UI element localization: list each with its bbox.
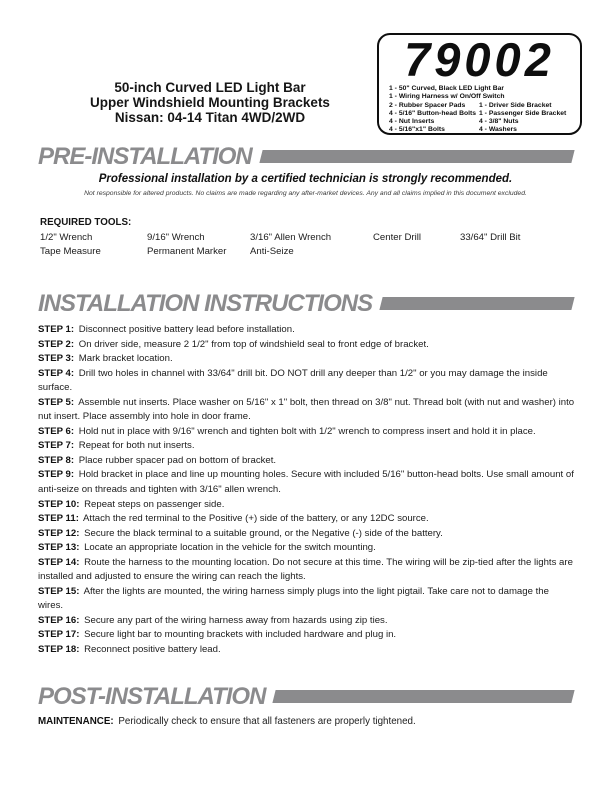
- step-label: STEP 3:: [38, 353, 75, 365]
- contents-row: [389, 85, 571, 93]
- contents-row: [389, 102, 571, 110]
- contents-row: [389, 93, 571, 101]
- step-label: STEP 13:: [38, 542, 80, 554]
- contents-item: 1 - 50" Curved, Black LED Light Bar: [389, 85, 505, 92]
- step-text: Assemble nut inserts. Place washer on 5/16" x 1" bolt, then thread on 3/8" nut. Thread bolt (with nut and washer) into nut insert. Place assembly into hole in door frame.: [38, 396, 575, 423]
- step-label: STEP 4:: [38, 367, 75, 379]
- post-installation-title: POST-INSTALLATION: [38, 683, 266, 710]
- step-label: STEP 16:: [38, 614, 80, 626]
- step-text: Reconnect positive battery lead.: [84, 644, 221, 656]
- disclaimer-text: Not responsible for altered products. No claims are made regarding any after-market devices. Any and all claims implied in this document excluded.: [84, 190, 527, 197]
- step-label: STEP 12:: [38, 527, 80, 539]
- installation-steps: [38, 323, 575, 658]
- step-text: Mark bracket location.: [78, 353, 173, 365]
- product-title-line-3: Nissan: 04-14 Titan 4WD/2WD: [114, 109, 306, 125]
- step-4: [38, 367, 575, 396]
- step-16: [38, 614, 575, 629]
- step-text: Secure light bar to mounting brackets with included hardware and plug in.: [84, 629, 397, 641]
- tool-item: Center Drill: [373, 232, 421, 243]
- step-label: STEP 10:: [38, 498, 80, 510]
- step-1: [38, 323, 575, 338]
- contents-item: 1 - Wiring Harness w/ On/Off Switch: [389, 93, 505, 101]
- contents-item: 4 - 5/16"x1" Bolts: [389, 126, 445, 134]
- box-contents-list: [379, 84, 580, 135]
- step-label: STEP 1:: [38, 324, 75, 335]
- post-installation-header: [38, 683, 573, 710]
- tool-item: Permanent Marker: [147, 246, 227, 258]
- step-11: [38, 512, 575, 527]
- step-15: [38, 585, 575, 614]
- tool-item: Tape Measure: [40, 246, 101, 258]
- step-text: Repeat for both nut inserts.: [78, 440, 195, 452]
- step-text: Secure any part of the wiring harness away from hazards using zip ties.: [84, 614, 388, 626]
- step-text: Hold bracket in place and line up mounting holes. Secure with included 5/16" button-head bolts. Use small amount of anti-seize on threads and tighten with 3/16" allen wrench.: [38, 469, 574, 496]
- step-label: STEP 14:: [38, 556, 80, 568]
- step-label: STEP 17:: [38, 629, 80, 641]
- step-text: Disconnect positive battery lead before installation.: [78, 324, 295, 335]
- step-text: Secure the black terminal to a suitable ground, or the Negative (-) side of the battery.: [84, 527, 443, 539]
- step-label: STEP 8:: [38, 454, 75, 466]
- header-bar: [259, 150, 574, 163]
- product-title: [50, 81, 370, 125]
- step-2: [38, 338, 575, 353]
- tool-item: 3/16" Allen Wrench: [250, 232, 332, 243]
- required-tools-list: [40, 231, 573, 259]
- contents-item: 1 - Driver Side Bracket: [479, 101, 552, 109]
- step-14: [38, 556, 575, 585]
- step-8: [38, 454, 575, 469]
- contents-item: 4 - 5/16" Button-head Bolts: [389, 109, 477, 117]
- maintenance-note: [38, 716, 573, 727]
- installation-instructions-header: [38, 290, 573, 317]
- installation-instructions-title: INSTALLATION INSTRUCTIONS: [38, 290, 373, 317]
- step-label: STEP 7:: [38, 440, 75, 452]
- contents-item: 4 - Nut Inserts: [389, 118, 435, 126]
- tool-item: 1/2" Wrench: [40, 232, 93, 243]
- step-text: Drill two holes in channel with 33/64" drill bit. DO NOT drill any deeper than 1/2" or you may damage the inside surface.: [38, 367, 548, 394]
- part-number: 79002: [404, 33, 555, 86]
- step-13: [38, 541, 575, 556]
- contents-item: 4 - 3/8" Nuts: [479, 118, 519, 126]
- contents-item: 2 - Rubber Spacer Pads: [389, 101, 466, 109]
- tool-item: 9/16" Wrench: [147, 232, 205, 243]
- tool-item: 33/64" Drill Bit: [460, 232, 521, 243]
- step-label: STEP 15:: [38, 585, 80, 597]
- step-18: [38, 643, 575, 658]
- step-label: STEP 18:: [38, 644, 80, 656]
- step-text: Locate an appropriate location in the vehicle for the switch mounting.: [84, 542, 376, 554]
- step-text: On driver side, measure 2 1/2" from top of windshield seal to front edge of bracket.: [78, 338, 429, 350]
- step-17: [38, 628, 575, 643]
- product-title-line-1: 50-inch Curved LED Light Bar: [114, 80, 306, 95]
- pre-installation-title: PRE-INSTALLATION: [38, 143, 252, 170]
- product-title-line-2: Upper Windshield Mounting Brackets: [90, 94, 330, 110]
- header-bar: [379, 297, 574, 310]
- maintenance-label: MAINTENANCE:: [38, 716, 114, 727]
- contents-row: [389, 110, 571, 118]
- step-label: STEP 11:: [38, 513, 79, 525]
- pre-installation-header: [38, 143, 573, 170]
- step-text: Route the harness to the mounting location. Do not secure at this time. The wiring will be zip-tied after the lights are installed and adjusted to ensure the wiring can reach the lights.: [38, 556, 573, 583]
- part-number-box: [377, 33, 582, 135]
- step-label: STEP 9:: [38, 469, 75, 481]
- step-6: [38, 425, 575, 440]
- required-tools-label: REQUIRED TOOLS:: [40, 217, 132, 228]
- step-label: STEP 5:: [38, 396, 75, 408]
- step-text: Hold nut in place with 9/16" wrench and tighten bolt with 1/2" wrench to compress insert and hold it in place.: [78, 425, 536, 437]
- step-text: Attach the red terminal to the Positive (+) side of the battery, or any 12DC source.: [83, 513, 429, 525]
- step-text: After the lights are mounted, the wiring harness simply plugs into the light pigtail. Take care not to damage the wires.: [38, 585, 549, 612]
- tool-item: Anti-Seize: [250, 246, 294, 258]
- step-3: [38, 352, 575, 367]
- step-text: Place rubber spacer pad on bottom of bracket.: [78, 454, 277, 466]
- contents-item: 1 - Passenger Side Bracket: [479, 109, 567, 117]
- step-10: [38, 498, 575, 513]
- contents-row: [389, 118, 571, 126]
- header-bar: [273, 690, 575, 703]
- recommendation-text: Professional installation by a certified technician is strongly recommended.: [98, 173, 513, 185]
- step-9: [38, 468, 575, 497]
- contents-item: 4 - Washers: [479, 126, 517, 134]
- step-12: [38, 527, 575, 542]
- step-label: STEP 6:: [38, 425, 75, 437]
- step-label: STEP 2:: [38, 338, 75, 350]
- step-7: [38, 439, 575, 454]
- step-text: Repeat steps on passenger side.: [84, 498, 225, 510]
- contents-row: [389, 126, 571, 134]
- step-5: [38, 396, 575, 425]
- maintenance-text: Periodically check to ensure that all fasteners are properly tightened.: [118, 716, 416, 727]
